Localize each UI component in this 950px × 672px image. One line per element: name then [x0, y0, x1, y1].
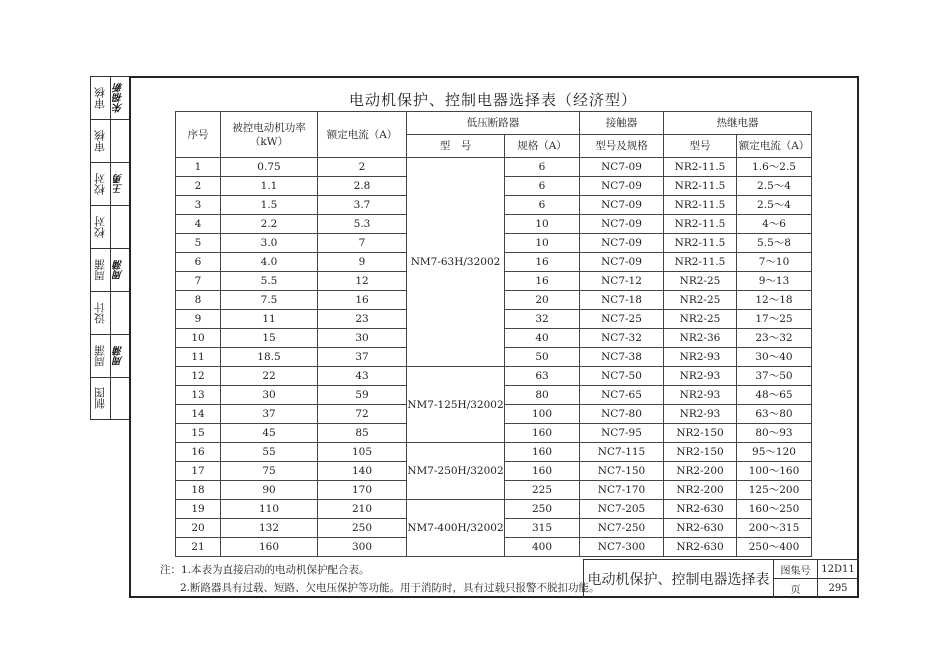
sidebar-cell — [91, 206, 129, 249]
cell-contactor: NC7-80 — [580, 405, 664, 424]
table-title: 电动机保护、控制电器选择表（经济型） — [348, 91, 637, 109]
cell-current: 72 — [318, 405, 407, 424]
cell-contactor: NC7-50 — [580, 367, 664, 386]
cell-relay-current: 30～40 — [737, 348, 812, 367]
sidebar-signature — [110, 292, 129, 334]
cell-relay-model: NR2-11.5 — [664, 253, 737, 272]
cell-current: 85 — [318, 424, 407, 443]
cell-breaker-model: NM7-63H/32002 — [407, 158, 505, 367]
cell-relay-current: 2.5～4 — [737, 177, 812, 196]
cell-seq: 7 — [176, 272, 221, 291]
cell-breaker-model: NM7-250H/32002 — [407, 443, 505, 500]
cell-breaker-spec: 160 — [505, 462, 580, 481]
cell-power: 5.5 — [221, 272, 318, 291]
cell-seq: 2 — [176, 177, 221, 196]
cell-seq: 17 — [176, 462, 221, 481]
cell-seq: 11 — [176, 348, 221, 367]
cell-breaker-spec: 10 — [505, 215, 580, 234]
cell-current: 170 — [318, 481, 407, 500]
cell-contactor: NC7-170 — [580, 481, 664, 500]
cell-relay-current: 5.5～8 — [737, 234, 812, 253]
cell-breaker-spec: 250 — [505, 500, 580, 519]
cell-power: 45 — [221, 424, 318, 443]
cell-power: 37 — [221, 405, 318, 424]
sidebar-signature: 王勇 — [114, 174, 125, 194]
cell-relay-current: 12～18 — [737, 291, 812, 310]
cell-relay-model: NR2-150 — [664, 443, 737, 462]
page-label: 页 — [774, 579, 818, 598]
cell-breaker-spec: 160 — [505, 443, 580, 462]
table-row — [176, 367, 812, 386]
sidebar-cell — [91, 378, 129, 419]
cell-current: 12 — [318, 272, 407, 291]
cell-power: 2.2 — [221, 215, 318, 234]
cell-breaker-spec: 6 — [505, 158, 580, 177]
cell-power: 132 — [221, 519, 318, 538]
cell-breaker-spec: 6 — [505, 177, 580, 196]
cell-breaker-spec: 6 — [505, 196, 580, 215]
sidebar-signature: 周蒲 — [114, 346, 125, 366]
cell-breaker-spec: 10 — [505, 234, 580, 253]
cell-seq: 19 — [176, 500, 221, 519]
cell-power: 1.1 — [221, 177, 318, 196]
cell-relay-model: NR2-11.5 — [664, 234, 737, 253]
cell-current: 23 — [318, 310, 407, 329]
cell-breaker-spec: 50 — [505, 348, 580, 367]
cell-relay-current: 7～10 — [737, 253, 812, 272]
cell-seq: 3 — [176, 196, 221, 215]
cell-relay-current: 23～32 — [737, 329, 812, 348]
cell-relay-current: 4～6 — [737, 215, 812, 234]
cell-current: 140 — [318, 462, 407, 481]
cell-power: 3.0 — [221, 234, 318, 253]
cell-relay-model: NR2-25 — [664, 310, 737, 329]
cell-contactor: NC7-65 — [580, 386, 664, 405]
sidebar-cell — [91, 77, 129, 120]
cell-current: 105 — [318, 443, 407, 462]
cell-relay-current: 200～315 — [737, 519, 812, 538]
cell-contactor: NC7-115 — [580, 443, 664, 462]
cell-breaker-spec: 225 — [505, 481, 580, 500]
cell-seq: 6 — [176, 253, 221, 272]
header-relay: 热继电器 — [664, 112, 812, 135]
cell-relay-current: 95～120 — [737, 443, 812, 462]
atlas-number: 12D11 — [818, 560, 858, 579]
cell-current: 2.8 — [318, 177, 407, 196]
cell-current: 5.3 — [318, 215, 407, 234]
cell-power: 15 — [221, 329, 318, 348]
cell-seq: 4 — [176, 215, 221, 234]
cell-contactor: NC7-12 — [580, 272, 664, 291]
cell-current: 43 — [318, 367, 407, 386]
sidebar-label: 周蒲 — [93, 345, 107, 367]
header-current: 额定电流（A） — [318, 112, 407, 158]
cell-seq: 10 — [176, 329, 221, 348]
cell-breaker-spec: 63 — [505, 367, 580, 386]
cell-contactor: NC7-150 — [580, 462, 664, 481]
cell-relay-current: 63～80 — [737, 405, 812, 424]
cell-seq: 9 — [176, 310, 221, 329]
cell-breaker-spec: 32 — [505, 310, 580, 329]
cell-relay-model: NR2-11.5 — [664, 196, 737, 215]
title-block — [583, 559, 859, 598]
cell-power: 90 — [221, 481, 318, 500]
cell-contactor: NC7-300 — [580, 538, 664, 557]
cell-power: 1.5 — [221, 196, 318, 215]
cell-relay-model: NR2-93 — [664, 405, 737, 424]
cell-contactor: NC7-09 — [580, 196, 664, 215]
cell-seq: 16 — [176, 443, 221, 462]
cell-seq: 21 — [176, 538, 221, 557]
cell-current: 300 — [318, 538, 407, 557]
sidebar-label: 设计 — [93, 302, 107, 324]
cell-breaker-spec: 160 — [505, 424, 580, 443]
cell-contactor: NC7-95 — [580, 424, 664, 443]
cell-seq: 5 — [176, 234, 221, 253]
sidebar-cell — [91, 335, 129, 378]
cell-seq: 14 — [176, 405, 221, 424]
sidebar-cell — [91, 249, 129, 292]
sidebar-label: 审核 — [93, 87, 107, 109]
cell-relay-model: NR2-11.5 — [664, 215, 737, 234]
cell-relay-model: NR2-11.5 — [664, 177, 737, 196]
cell-current: 210 — [318, 500, 407, 519]
cell-current: 16 — [318, 291, 407, 310]
cell-contactor: NC7-09 — [580, 215, 664, 234]
cell-relay-model: NR2-200 — [664, 481, 737, 500]
cell-breaker-spec: 400 — [505, 538, 580, 557]
header-breaker-model: 型 号 — [407, 135, 505, 158]
selection-table — [175, 111, 812, 557]
table-row — [176, 158, 812, 177]
cell-seq: 1 — [176, 158, 221, 177]
cell-relay-model: NR2-11.5 — [664, 158, 737, 177]
cell-relay-model: NR2-25 — [664, 291, 737, 310]
cell-relay-model: NR2-630 — [664, 538, 737, 557]
cell-relay-model: NR2-93 — [664, 367, 737, 386]
sidebar-label: 审核 — [93, 130, 107, 152]
cell-breaker-model: NM7-125H/32002 — [407, 367, 505, 443]
sidebar-cell — [91, 120, 129, 163]
cell-relay-current: 2.5～4 — [737, 196, 812, 215]
header-contactor-spec: 型号及规格 — [580, 135, 664, 158]
cell-power: 18.5 — [221, 348, 318, 367]
cell-contactor: NC7-205 — [580, 500, 664, 519]
cell-seq: 12 — [176, 367, 221, 386]
cell-contactor: NC7-32 — [580, 329, 664, 348]
cell-current: 7 — [318, 234, 407, 253]
header-breaker-spec: 规格（A） — [505, 135, 580, 158]
atlas-label: 图集号 — [774, 560, 818, 579]
header-relay-current: 额定电流（A） — [737, 135, 812, 158]
cell-breaker-spec: 16 — [505, 253, 580, 272]
header-relay-model: 型号 — [664, 135, 737, 158]
sidebar-signature: 朱福新 — [114, 83, 125, 113]
header-seq: 序号 — [176, 112, 221, 158]
cell-power: 0.75 — [221, 158, 318, 177]
header-breaker: 低压断路器 — [407, 112, 580, 135]
cell-seq: 18 — [176, 481, 221, 500]
sidebar-label: 周蒲 — [93, 259, 107, 281]
notes — [160, 561, 600, 597]
cell-relay-current: 100～160 — [737, 462, 812, 481]
cell-current: 59 — [318, 386, 407, 405]
cell-relay-model: NR2-630 — [664, 500, 737, 519]
cell-seq: 20 — [176, 519, 221, 538]
table-row — [176, 443, 812, 462]
cell-power: 4.0 — [221, 253, 318, 272]
cell-relay-model: NR2-630 — [664, 519, 737, 538]
cell-relay-current: 1.6～2.5 — [737, 158, 812, 177]
cell-contactor: NC7-09 — [580, 177, 664, 196]
cell-current: 2 — [318, 158, 407, 177]
cell-relay-model: NR2-93 — [664, 348, 737, 367]
cell-current: 30 — [318, 329, 407, 348]
cell-power: 160 — [221, 538, 318, 557]
sidebar-signature: 周蒲 — [114, 260, 125, 280]
sidebar-signature — [110, 206, 129, 248]
cell-contactor: NC7-18 — [580, 291, 664, 310]
header-contactor: 接触器 — [580, 112, 664, 135]
cell-relay-current: 250～400 — [737, 538, 812, 557]
cell-power: 110 — [221, 500, 318, 519]
note-line-1: 注：1.本表为直接启动的电动机保护配合表。 — [160, 564, 370, 576]
cell-relay-current: 48～65 — [737, 386, 812, 405]
cell-relay-model: NR2-150 — [664, 424, 737, 443]
drawing-name: 电动机保护、控制电器选择表 — [584, 560, 774, 598]
cell-contactor: NC7-38 — [580, 348, 664, 367]
sidebar-label: 校对 — [93, 216, 107, 238]
cell-seq: 8 — [176, 291, 221, 310]
cell-power: 30 — [221, 386, 318, 405]
cell-contactor: NC7-09 — [580, 253, 664, 272]
cell-relay-current: 9～13 — [737, 272, 812, 291]
cell-contactor: NC7-25 — [580, 310, 664, 329]
cell-relay-model: NR2-93 — [664, 386, 737, 405]
cell-breaker-spec: 100 — [505, 405, 580, 424]
cell-contactor: NC7-09 — [580, 158, 664, 177]
cell-current: 250 — [318, 519, 407, 538]
table-row — [176, 500, 812, 519]
cell-power: 7.5 — [221, 291, 318, 310]
cell-breaker-spec: 315 — [505, 519, 580, 538]
cell-breaker-spec: 80 — [505, 386, 580, 405]
cell-relay-current: 80～93 — [737, 424, 812, 443]
table-body — [176, 158, 812, 557]
sidebar-signature — [110, 378, 129, 419]
cell-contactor: NC7-250 — [580, 519, 664, 538]
cell-power: 75 — [221, 462, 318, 481]
cell-relay-current: 17～25 — [737, 310, 812, 329]
cell-relay-current: 160～250 — [737, 500, 812, 519]
cell-current: 3.7 — [318, 196, 407, 215]
sidebar-label: 制图 — [93, 387, 107, 410]
cell-current: 9 — [318, 253, 407, 272]
cell-power: 11 — [221, 310, 318, 329]
cell-breaker-spec: 20 — [505, 291, 580, 310]
sidebar-label: 校对 — [93, 173, 107, 195]
cell-breaker-spec: 16 — [505, 272, 580, 291]
cell-relay-current: 125～200 — [737, 481, 812, 500]
cell-breaker-spec: 40 — [505, 329, 580, 348]
header-power: 被控电动机功率（kW） — [221, 112, 318, 158]
cell-breaker-model: NM7-400H/32002 — [407, 500, 505, 557]
cell-current: 37 — [318, 348, 407, 367]
page-number: 295 — [828, 583, 848, 594]
sidebar-cell — [91, 163, 129, 206]
cell-contactor: NC7-09 — [580, 234, 664, 253]
cell-seq: 13 — [176, 386, 221, 405]
sidebar-signature — [110, 120, 129, 162]
cell-relay-current: 37～50 — [737, 367, 812, 386]
cell-seq: 15 — [176, 424, 221, 443]
cell-relay-model: NR2-200 — [664, 462, 737, 481]
cell-relay-model: NR2-36 — [664, 329, 737, 348]
cell-relay-model: NR2-25 — [664, 272, 737, 291]
cell-power: 22 — [221, 367, 318, 386]
sidebar-cell — [91, 292, 129, 335]
cell-power: 55 — [221, 443, 318, 462]
signature-sidebar — [90, 76, 130, 420]
note-line-2: 2.断路器具有过载、短路、欠电压保护等功能。用于消防时，具有过载只报警不脱扣功能。 — [180, 582, 600, 594]
